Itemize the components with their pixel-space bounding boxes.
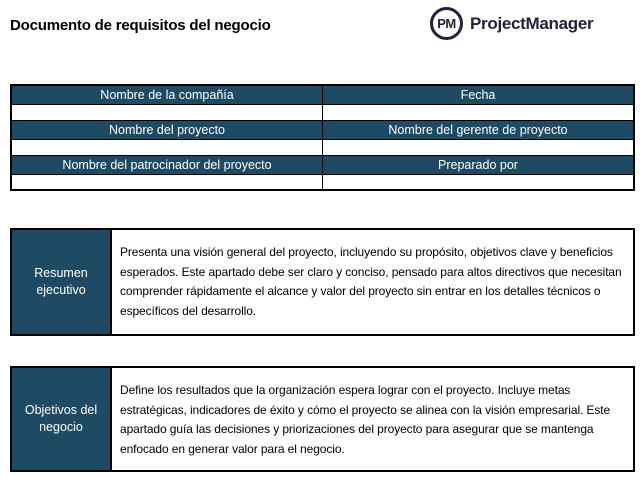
section-objetivos-del-negocio [10,366,635,472]
table-row [11,120,634,139]
projectmanager-logo [430,7,593,40]
section-label-resumen-ejecutivo: Resumen ejecutivo [12,230,112,334]
value-cell-project-manager-name[interactable] [323,139,635,155]
value-cell-project-sponsor-name[interactable] [11,174,323,190]
value-cell-prepared-by[interactable] [323,174,635,190]
header-cell-project-name: Nombre del proyecto [11,120,323,139]
value-cell-company-name[interactable] [11,104,323,120]
page-title: Documento de requisitos del negocio [10,17,271,34]
section-description-objetivos-del-negocio: Define los resultados que la organización espera lograr con el proyecto. Incluye metas estratégicas, indicadores de éxito y cómo el proyecto se alinea con la visión empresarial. Este apartado guía las decisiones y priorizaciones del proyecto para asegurar que se mantenga enfocado en generar valor para el negocio. [120,383,611,456]
table-row [11,155,634,174]
table-row [11,104,634,120]
table-row [11,174,634,190]
value-cell-project-name[interactable] [11,139,323,155]
header-cell-company-name: Nombre de la compañía [11,85,323,104]
header-cell-project-manager-name: Nombre del gerente de proyecto [323,120,635,139]
table-row [11,139,634,155]
section-resumen-ejecutivo [10,228,635,336]
logo-wordmark: ProjectManager [470,13,594,33]
table-row [11,85,634,104]
header-cell-project-sponsor-name: Nombre del patrocinador del proyecto [11,155,323,174]
header-cell-date: Fecha [323,85,635,104]
value-cell-date[interactable] [323,104,635,120]
pm-monogram-icon: PM [430,7,463,40]
project-info-table [10,84,635,191]
header-cell-prepared-by: Preparado por [323,155,635,174]
section-description-resumen-ejecutivo: Presenta una visión general del proyecto, incluyendo su propósito, objetivos clave y beneficios esperados. Este apartado debe ser claro y conciso, pensado para altos directivos que necesitan comprender rápidamente el alcance y valor del proyecto sin entrar en los detalles técnicos o específicos del desarrollo. [120,245,622,318]
section-label-objetivos-del-negocio: Objetivos del negocio [12,368,112,470]
